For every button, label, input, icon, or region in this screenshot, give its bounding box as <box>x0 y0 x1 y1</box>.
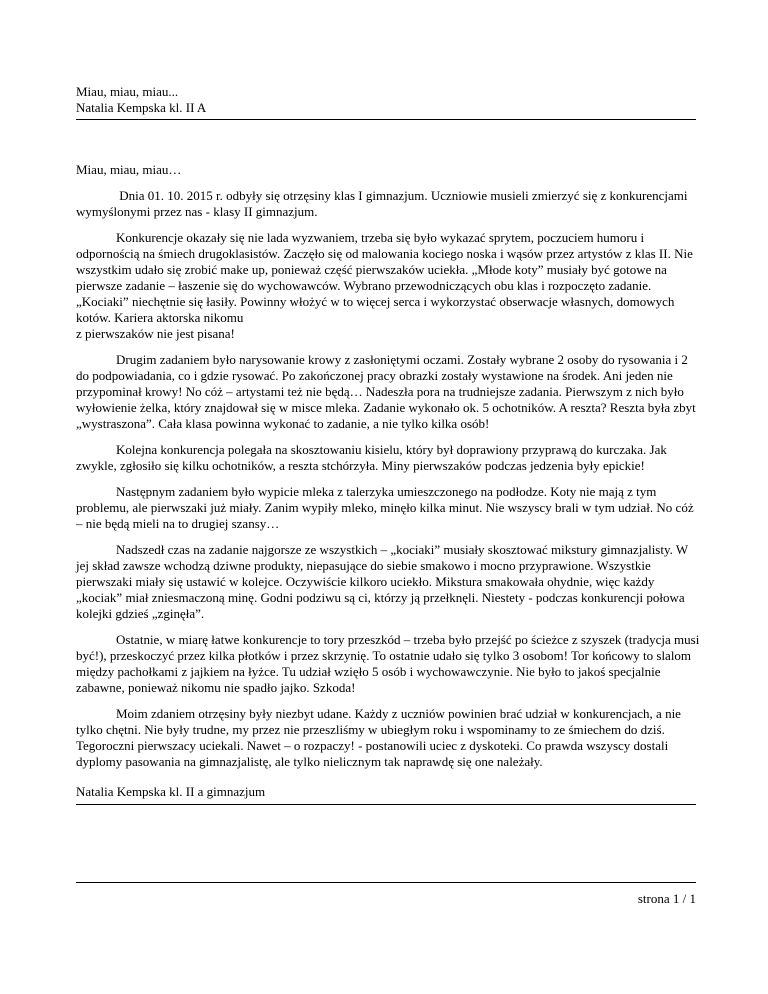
paragraph-line: odpornością na śmiech drugoklasistów. Zaczęło się od malowania kociego noska i wąsów przez artystów z klas II. Nie <box>76 246 693 261</box>
paragraph <box>76 706 696 770</box>
paragraph-line: dyplomy pasowania na gimnazjalistę, ale tylko nielicznym tak naprawdę się one należały. <box>76 754 543 769</box>
paragraph-first-line-text: Moim zdaniem otrzęsiny były niezbyt udane. Każdy z uczniów powinien brać udział w konkurencjach, a nie <box>116 706 681 721</box>
page-header <box>76 84 696 120</box>
paragraph-line: zwykle, zgłosiło się kilku ochotników, a reszta stchórzyła. Miny pierwszaków podczas jedzenia były epickie! <box>76 458 645 473</box>
paragraph <box>76 352 696 432</box>
paragraph-line: wymyślonymi przez nas - klasy II gimnazjum. <box>76 204 318 219</box>
paragraph-line: „wystraszona”. Cała klasa powinna wykonać to zadanie, a nie tylko kilka osób! <box>76 416 490 431</box>
paragraph-line <box>76 230 696 246</box>
paragraph-line: – nie będą mieli na to drugiej szansy… <box>76 516 280 531</box>
paragraph-line: zabawne, ponieważ nikomu nie spadło jajko. Szkoda! <box>76 680 356 695</box>
article-body <box>76 162 700 780</box>
paragraph <box>76 188 696 220</box>
paragraph <box>76 632 700 696</box>
paragraph-first-line-text: Konkurencje okazały się nie lada wyzwaniem, trzeba się było wykazać sprytem, poczuciem humoru i <box>116 230 645 245</box>
paragraph-line: problemu, ale pierwszaki już miały. Zanim wypiły mleko, minęło kilka minut. Nie wszyscy brali w tym udział. No cóż <box>76 500 694 515</box>
paragraph-line: być!), przeskoczyć przez kilka płotków i przez skrzynię. To ostatnie udało się tylko 3 osobom! Tor końcowy to slalom <box>76 648 692 663</box>
paragraph-line: wszystkim udało się zrobić make up, ponieważ część pierwszaków uciekła. „Młode koty” musiały być gotowe na <box>76 262 667 277</box>
paragraph-line <box>76 484 696 500</box>
paragraph-line: tylko chętni. Nie były trudne, my przez nie przeszliśmy w ubiegłym roku i wspominamy to ze śmiechem do dziś. <box>76 722 665 737</box>
article-signature: Natalia Kempska kl. II a gimnazjum <box>76 784 696 805</box>
paragraph-line <box>76 542 696 558</box>
paragraph-first-line-text: Następnym zadaniem było wypicie mleka z talerzyka umieszczonego na podłodze. Koty nie mają z tym <box>116 484 657 499</box>
paragraph-first-line-text: Kolejna konkurencja polegała na skosztowaniu kisielu, który był doprawiony przyprawą do kurczaka. Jak <box>116 442 667 457</box>
paragraph-line: pierwszaki miały się ustawić w kolejce. Oczywiście kilkoro uciekło. Mikstura smakowała ohydnie, więc każdy <box>76 574 655 589</box>
paragraph-line: kolejki gdzieś „zginęła”. <box>76 606 205 621</box>
paragraph-line: wyłowienie żelka, który znajdował się w misce mleka. Zadanie wykonało ok. 5 ochotników. A reszta? Reszta była zbyt <box>76 400 696 415</box>
paragraph-first-line-text: Nadszedł czas na zadanie najgorsze ze wszystkich – „kociaki” musiały skosztować mikstury gimnazjalisty. W <box>116 542 689 557</box>
paragraph <box>76 230 696 342</box>
article-title: Miau, miau, miau… <box>76 162 182 177</box>
paragraph-line <box>76 188 696 204</box>
paragraph-line <box>76 352 696 368</box>
paragraph <box>76 542 696 622</box>
paragraph-line <box>76 632 700 648</box>
paragraph-line <box>76 706 696 722</box>
paragraph-list <box>76 188 700 770</box>
paragraph-line: „Kociaki” niechętnie się łasiły. Powinny włożyć w to więcej serca i wykorzystać obserwacje własnych, domowych <box>76 294 675 309</box>
paragraph-line: Tegoroczni pierwszacy uciekali. Nawet – o rozpaczy! - postanowili uciec z dyskoteki. Co prawda wszyscy dostali <box>76 738 669 753</box>
paragraph-line: jej skład zawsze wchodzą dziwne produkty, niepasujące do siebie smakowo i mocno przyprawione. Wszystkie <box>76 558 651 573</box>
header-title: Miau, miau, miau... <box>76 84 179 99</box>
paragraph-line: kotów. Kariera aktorska nikomu <box>76 310 244 325</box>
paragraph-line: między pachołkami z jajkiem na łyżce. Tu udział wzięło 5 osób i wychowawczynie. Nie było to jakoś specjalnie <box>76 664 661 679</box>
paragraph-line: pierwsze zadanie – łaszenie się do wychowawców. Wybrano przewodniczących obu klas i rozpoczęto zadanie. <box>76 278 652 293</box>
paragraph <box>76 484 696 532</box>
paragraph-line <box>76 442 696 458</box>
paragraph-first-line-text: Drugim zadaniem było narysowanie krowy z zasłoniętymi oczami. Zostały wybrane 2 osoby do rysowania i 2 <box>116 352 688 367</box>
paragraph-line: z pierwszaków nie jest pisana! <box>76 326 235 341</box>
paragraph <box>76 442 696 474</box>
paragraph-line: przypominał krowy! No cóż – artystami też nie będą… Nadeszła pora na trudniejsze zadania. Pierwszym z nich było <box>76 384 684 399</box>
paragraph-first-line-text: Dnia 01. 10. 2015 r. odbyły się otrzęsiny klas I gimnazjum. Uczniowie musieli zmierzyć się z konkurencjami <box>116 188 688 203</box>
paragraph-line: „kociak” miał zniesmaczoną minę. Godni podziwu są ci, którzy ją przełknęli. Niestety - podczas konkurencji połowa <box>76 590 685 605</box>
paragraph-line: do podpowiadania, co i gdzie rysować. Po zakończonej pracy obrazki zostały wystawione na środek. Ani jeden nie <box>76 368 673 383</box>
page-number: strona 1 / 1 <box>637 891 696 906</box>
page-footer <box>76 882 696 906</box>
header-author: Natalia Kempska kl. II A <box>76 100 207 115</box>
paragraph-first-line-text: Ostatnie, w miarę łatwe konkurencje to tory przeszkód – trzeba było przejść po ścieżce z szyszek (tradycja musi <box>116 632 700 647</box>
